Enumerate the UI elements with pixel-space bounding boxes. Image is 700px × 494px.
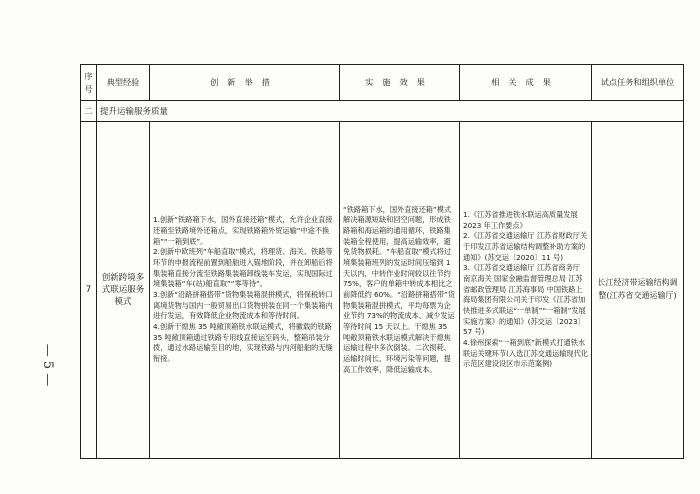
row-experience: 创新跨境多式联运服务模式 [97,122,150,459]
experience-table [80,64,684,459]
section-row [81,101,684,122]
header-experience: 典型经验 [97,65,150,101]
measure-item: 4.创新干熄焦 35 吨敞顶箱铁水联运模式，将徽载的铁路 35 吨敞顶箱通过铁路专用线直接运至码头，整箱吊装分拨，通过水路运输至目的地，实现铁路与内河船舶的无缝衔接。 [153,321,333,363]
header-effects: 实施效果 [340,65,460,101]
page-number: — 5 — [40,343,56,387]
header-row [81,65,684,101]
result-item: 4.徐州探索“一箱到底”新模式打通铁水联运关键环节(入选江苏交通运输现代化示范区建设设区市示范案例) [463,337,588,369]
row-unit: 长江经济带运输结构调整(江苏省交通运输厅) [592,122,684,459]
measure-item: 3.创新“沿路拼箱搭带”货物集装箱混拼模式，将保税转口离境货物与国内一般贸易出口货物拼装在同一个集装箱内进行发运，有效降低企业物流成本和等待时间。 [153,290,333,321]
header-measures: 创新举措 [150,65,340,101]
table-row [81,122,684,459]
header-unit: 试点任务和组织单位 [592,65,684,101]
measure-item: 1.创新“铁路箱下水，国外直接还箱”模式，允许企业直接还箱至铁路境外还箱点，实现铁路箱外贸运输“中途不换箱”“一箱到底”。 [153,215,333,246]
measure-item: 2.创新中欧班列“车船直取”模式，将理货、海关、铁路等环节的申报流程前置到船舶进入锚地阶段，并在卸船后将集装箱直接分流至铁路集装箱卸线装车发运，实现国际过境集装箱“车(站)船直取”“零等待”。 [153,247,333,289]
result-item: 2.《江苏省交通运输厅 江苏省财政厅关于印发江苏省运输结构调整补助方案的通知》(苏交运〔2020〕11 号) [463,231,588,262]
row-seq: 7 [81,122,97,459]
result-item: 3.《江苏省交通运输厅 江苏省商务厅 南京海关 国家金融监督管理总局 江苏省邮政管理局 江苏海事局 中国铁路上海局集团有限公司关于印发《江苏省加快推进多式联运“一单制”“一箱制”发展实施方案》的通知》(苏交运〔2023〕57 号) [463,263,586,337]
section-number: 二 [81,101,97,122]
row-results [460,122,592,459]
result-item: 1.《江苏省推进铁水联运高质量发展 2023 年工作要点》 [463,210,578,230]
header-seq: 序号 [81,65,97,101]
row-effects: “铁路箱下水，国外直接还箱”模式解决箱源短缺和回空问题，形成铁路箱和海运箱的通用循环，铁路集装箱全程使用，提高运输效率，避免货物损耗。“车船直取”模式将过境集装箱班列的发运时间压缩到 1 天以内，中转作业时间较以往节约 75%，客户的单箱中转成本相比之前降低约 60%。“沿路拼箱搭带”货物集装箱混拼模式，平均每票为企业节约 73%的物流成本、减少发运等待时间 15 天以上。干熄焦 35 吨敞顶箱铁水联运模式解决干熄焦运输过程中多次倒装、二次损耗、运输时间长、环境污染等问题，提高工作效率，降低运输成本。 [340,122,460,459]
section-title: 提升运输服务质量 [97,101,684,122]
row-measures [150,122,340,459]
header-results: 相关成果 [460,65,592,101]
